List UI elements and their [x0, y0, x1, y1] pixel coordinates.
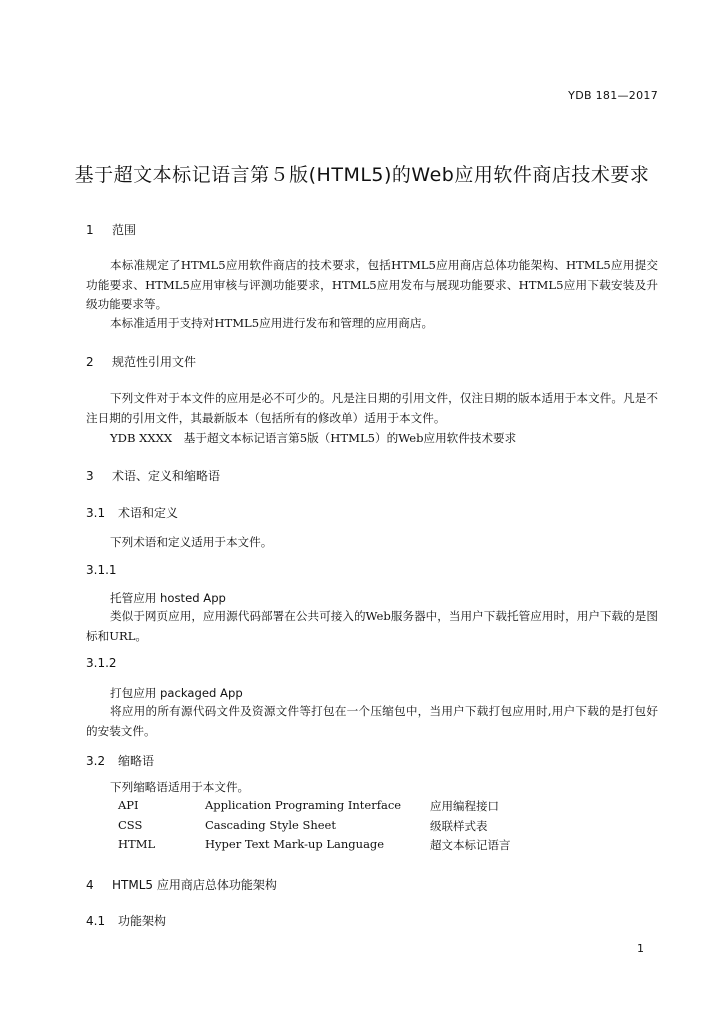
section-number: 2: [86, 355, 94, 369]
section-title: 术语和定义: [118, 506, 179, 520]
abbreviation-chinese: 超文本标记语言: [430, 838, 511, 852]
section-title: 缩略语: [118, 754, 155, 768]
section-3-1-2-number: 3.1.2: [86, 656, 117, 670]
document-title: 基于超文本标记语言第５版(HTML5)的Web应用软件商店技术要求: [74, 164, 650, 186]
section-number: 4: [86, 878, 94, 892]
abbreviation-chinese: 应用编程接口: [430, 799, 499, 813]
abbreviation-full-form: Cascading Style Sheet: [205, 818, 336, 832]
terms-intro: 下列术语和定义适用于本文件。: [110, 535, 273, 549]
term-hosted-app-definition: 类似于网页应用，应用源代码部署在公共可接入的Web服务器中，当用户下载托管应用时，用户下载的是图标和URL。: [86, 609, 658, 643]
section-2-heading: [86, 353, 196, 370]
section-3-2-heading: [86, 752, 154, 769]
section-number: 3.1: [86, 506, 106, 520]
section-1-paragraph-1: 本标准规定了HTML5应用软件商店的技术要求，包括HTML5应用商店总体功能架构、HTML5应用提交功能要求、HTML5应用审核与评测功能要求，HTML5应用发布与展现功能要求、HTML5应用下载安装及升级功能要求等。: [86, 258, 658, 311]
section-3-1-1-number: 3.1.1: [86, 563, 117, 577]
section-title: 规范性引用文件: [112, 355, 197, 369]
section-3-heading: [86, 467, 220, 484]
section-2-paragraph-1: 下列文件对于本文件的应用是必不可少的。凡是注日期的引用文件，仅注日期的版本适用于本文件。凡是不注日期的引用文件，其最新版本（包括所有的修改单）适用于本文件。: [86, 391, 658, 425]
term-packaged-app-definition: 将应用的所有源代码文件及资源文件等打包在一个压缩包中，当用户下载打包应用时,用户下载的是打包好的安装文件。: [86, 704, 658, 738]
term-hosted-app: 托管应用 hosted App: [110, 591, 226, 605]
abbreviation: HTML: [118, 837, 156, 851]
abbreviation-full-form: Hyper Text Mark-up Language: [205, 837, 385, 851]
section-title: 范围: [112, 223, 137, 237]
section-number: 3: [86, 469, 94, 483]
section-4-heading: [86, 876, 277, 893]
abbreviation: API: [118, 798, 139, 812]
normative-reference: YDB XXXX 基于超文本标记语言第5版（HTML5）的Web应用软件技术要求: [110, 431, 517, 445]
section-title: HTML5 应用商店总体功能架构: [112, 878, 277, 892]
abbreviation: CSS: [118, 818, 143, 832]
abbreviation-full-form: Application Programing Interface: [205, 798, 402, 812]
standard-code: YDB 181—2017: [568, 89, 658, 102]
section-number: 3.2: [86, 754, 106, 768]
section-1-heading: [86, 221, 136, 238]
section-4-1-heading: [86, 912, 166, 929]
section-3-1-heading: [86, 504, 178, 521]
term-packaged-app: 打包应用 packaged App: [110, 686, 243, 700]
abbreviations-intro: 下列缩略语适用于本文件。: [110, 780, 250, 794]
section-number: 1: [86, 223, 94, 237]
page-number: 1: [637, 942, 644, 955]
section-1-paragraph-2: 本标准适用于支持对HTML5应用进行发布和管理的应用商店。: [110, 316, 434, 330]
section-title: 术语、定义和缩略语: [112, 469, 221, 483]
section-number: 4.1: [86, 914, 106, 928]
section-title: 功能架构: [118, 914, 167, 928]
abbreviation-chinese: 级联样式表: [430, 819, 488, 833]
